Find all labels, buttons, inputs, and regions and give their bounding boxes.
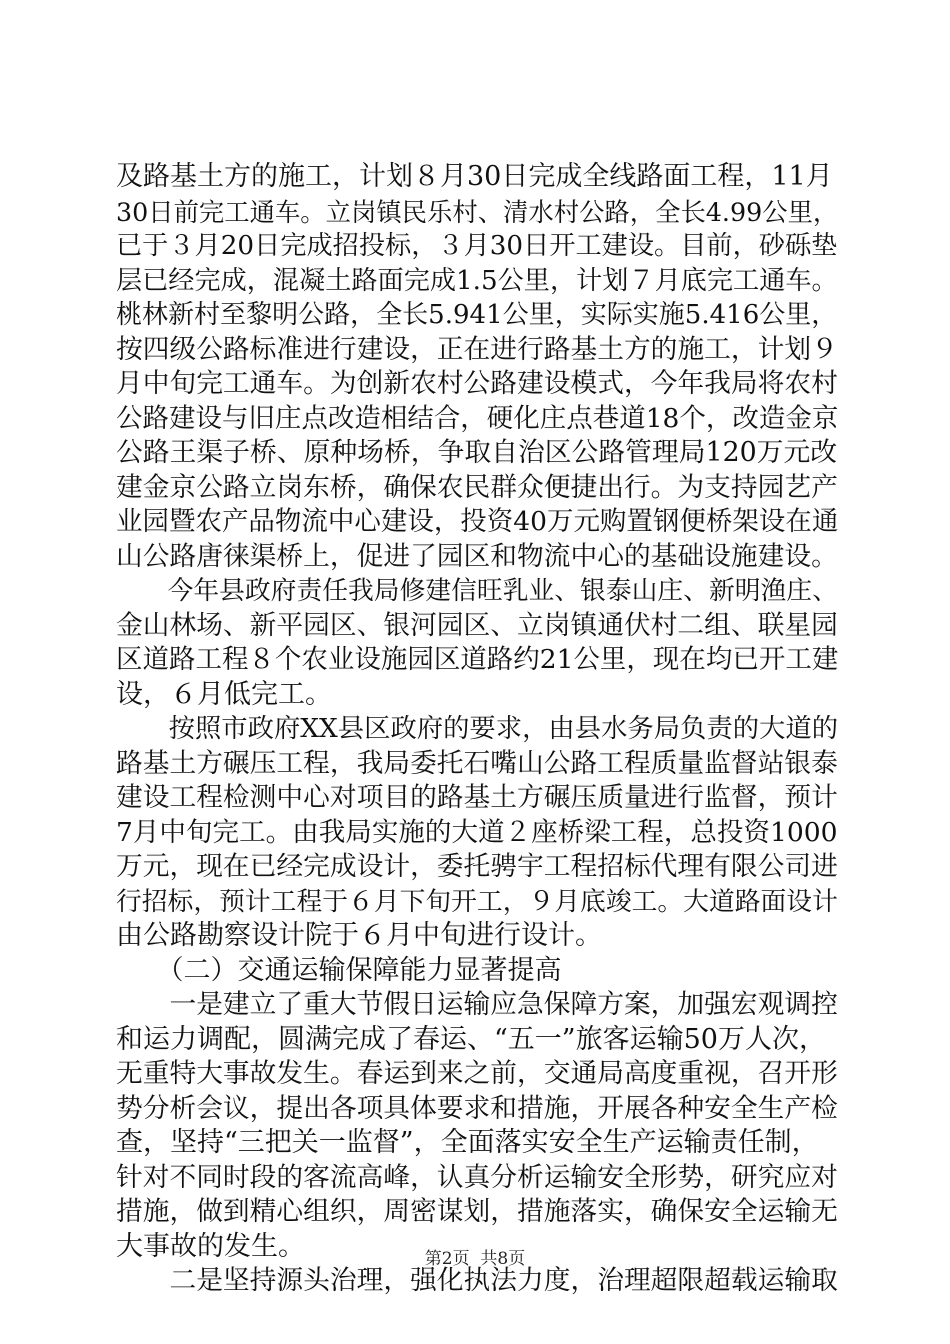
text-line: 路基土方碾压工程，我局委托石嘴山公路工程质量监督站银泰 [116, 747, 838, 779]
text-line: 公路建设与旧庄点改造相结合，硬化庄点巷道18个，改造金京 [116, 402, 839, 434]
text-line: 措施，做到精心组织，周密谋划，措施落实，确保安全运输无 [116, 1196, 838, 1227]
text-line: 无重特大事故发生。春运到来之前，交通局高度重视，召开形 [116, 1058, 838, 1089]
text-line: 由公路勘察设计院于６月中旬进行设计。 [116, 920, 602, 951]
text-line: 公路王渠子桥、原种场桥，争取自治区公路管理局120万元改 [116, 437, 838, 468]
text-line: 按照市政府XX县区政府的要求，由县水务局负责的大道的 [116, 714, 839, 744]
text-line: 及路基土方的施工，计划８月30日完成全线路面工程，11月 [116, 161, 833, 192]
text-line: 区道路工程８个农业设施园区道路约21公里，现在均已开工建 [116, 644, 839, 675]
text-line: 一是建立了重大节假日运输应急保障方案，加强宏观调控 [116, 989, 838, 1020]
text-line: 今年县政府责任我局修建信旺乳业、银泰山庄、新明渔庄、 [116, 576, 838, 606]
text-line: 查，坚持“三把关一监督”，全面落实安全生产运输责任制， [116, 1127, 819, 1158]
text-line: 层已经完成，混凝土路面完成1.5公里，计划７月底完工通车。 [116, 265, 838, 296]
text-line: 二是坚持源头治理，强化执法力度，治理超限超载运输取 [116, 1265, 838, 1296]
document-body [116, 160, 839, 1299]
text-line: 30日前完工通车。立岗镇民乐村、清水村公路，全长4.99公里， [116, 196, 839, 227]
text-line: 行招标，预计工程于６月下旬开工，９月底竣工。大道路面设计 [116, 886, 838, 917]
text-line: 按四级公路标准进行建设，正在进行路基土方的施工，计划９ [116, 333, 838, 365]
page-footer: 第2页 共8页 [424, 1249, 526, 1269]
text-line: 桃林新村至黎明公路，全长5.941公里，实际实施5.416公里， [116, 300, 838, 330]
text-line: 月中旬完工通车。为创新农村公路建设模式，今年我局将农村 [116, 368, 838, 399]
text-line: 金山林场、新平园区、银河园区、立岗镇通伏村二组、联星园 [116, 609, 838, 641]
text-line: 山公路唐徕渠桥上，促进了园区和物流中心的基础设施建设。 [116, 540, 838, 572]
text-line: 万元，现在已经完成设计，委托骋宇工程招标代理有限公司进 [116, 851, 838, 882]
text-line: 建设工程检测中心对项目的路基土方碾压质量进行监督，预计 [116, 782, 838, 813]
text-line: 势分析会议，提出各项具体要求和措施，开展各种安全生产检 [116, 1092, 838, 1124]
text-line: 大事故的发生。 [116, 1230, 305, 1262]
text-line: （二）交通运输保障能力显著提高 [116, 954, 562, 986]
text-line: 7月中旬完工。由我局实施的大道２座桥梁工程，总投资1000 [116, 816, 838, 848]
text-line: 针对不同时段的客流高峰，认真分析运输安全形势，研究应对 [116, 1161, 838, 1193]
text-line: 设，６月低完工。 [116, 678, 332, 710]
text-line: 建金京公路立岗东桥，确保农民群众便捷出行。为支持园艺产 [116, 471, 838, 503]
text-line: 已于３月20日完成招投标，３月30日开工建设。目前，砂砾垫 [116, 231, 838, 261]
text-line: 和运力调配，圆满完成了春运、“五一”旅客运输50万人次， [116, 1023, 826, 1055]
text-line: 业园暨农产品物流中心建设，投资40万元购置钢便桥架设在通 [116, 506, 839, 537]
